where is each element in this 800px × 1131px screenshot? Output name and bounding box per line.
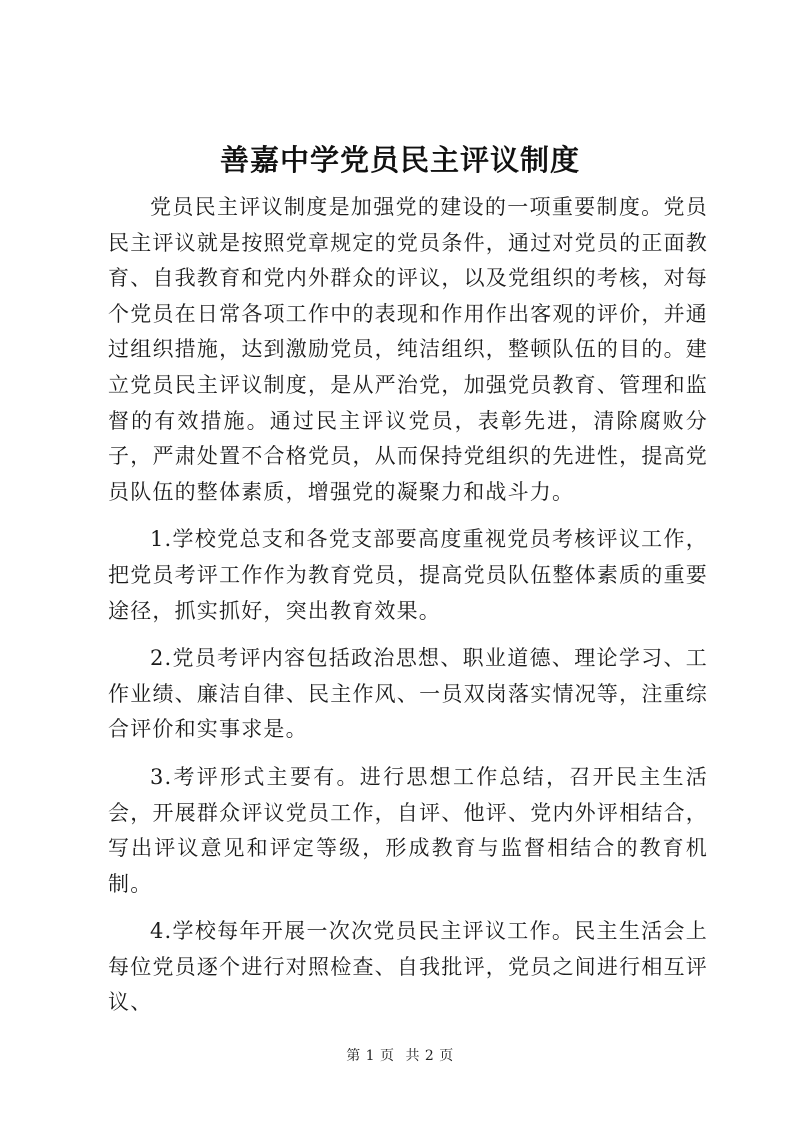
clause-paragraph-4: 4.学校每年开展一次次党员民主评议工作。民主生活会上每位党员逐个进行对照检查、自我批评，党员之间进行相互评议、 bbox=[108, 919, 708, 1015]
page-total: 共 2 页 bbox=[405, 1048, 454, 1064]
document-body bbox=[108, 190, 708, 1033]
clause-paragraph-3: 3.考评形式主要有。进行思想工作总结，召开民主生活会，开展群众评议党员工作，自评、他评、党内外评相结合，写出评议意见和评定等级，形成教育与监督相结合的教育机制。 bbox=[108, 764, 708, 896]
clause-paragraph-1: 1.学校党总支和各党支部要高度重视党员考核评议工作，把党员考评工作作为教育党员，提高党员队伍整体素质的重要途径，抓实抓好，突出教育效果。 bbox=[108, 527, 708, 623]
page-footer bbox=[0, 1045, 800, 1065]
intro-paragraph: 党员民主评议制度是加强党的建设的一项重要制度。党员民主评议就是按照党章规定的党员条件，通过对党员的正面教育、自我教育和党内外群众的评议，以及党组织的考核，对每个党员在日常各项工作中的表现和作用作出客观的评价，并通过组织措施，达到激励党员，纯洁组织，整顿队伍的目的。建立党员民主评议制度，是从严治党，加强党员教育、管理和监督的有效措施。通过民主评议党员，表彰先进，清除腐败分子，严肃处置不合格党员，从而保持党组织的先进性，提高党员队伍的整体素质，增强党的凝聚力和战斗力。 bbox=[108, 195, 708, 504]
page-title: 善嘉中学党员民主评议制度 bbox=[219, 143, 580, 177]
page-number: 第 1 页 bbox=[346, 1048, 395, 1064]
clause-paragraph-2: 2.党员考评内容包括政治思想、职业道德、理论学习、工作业绩、廉洁自律、民主作风、一员双岗落实情况等，注重综合评价和实事求是。 bbox=[108, 646, 708, 742]
